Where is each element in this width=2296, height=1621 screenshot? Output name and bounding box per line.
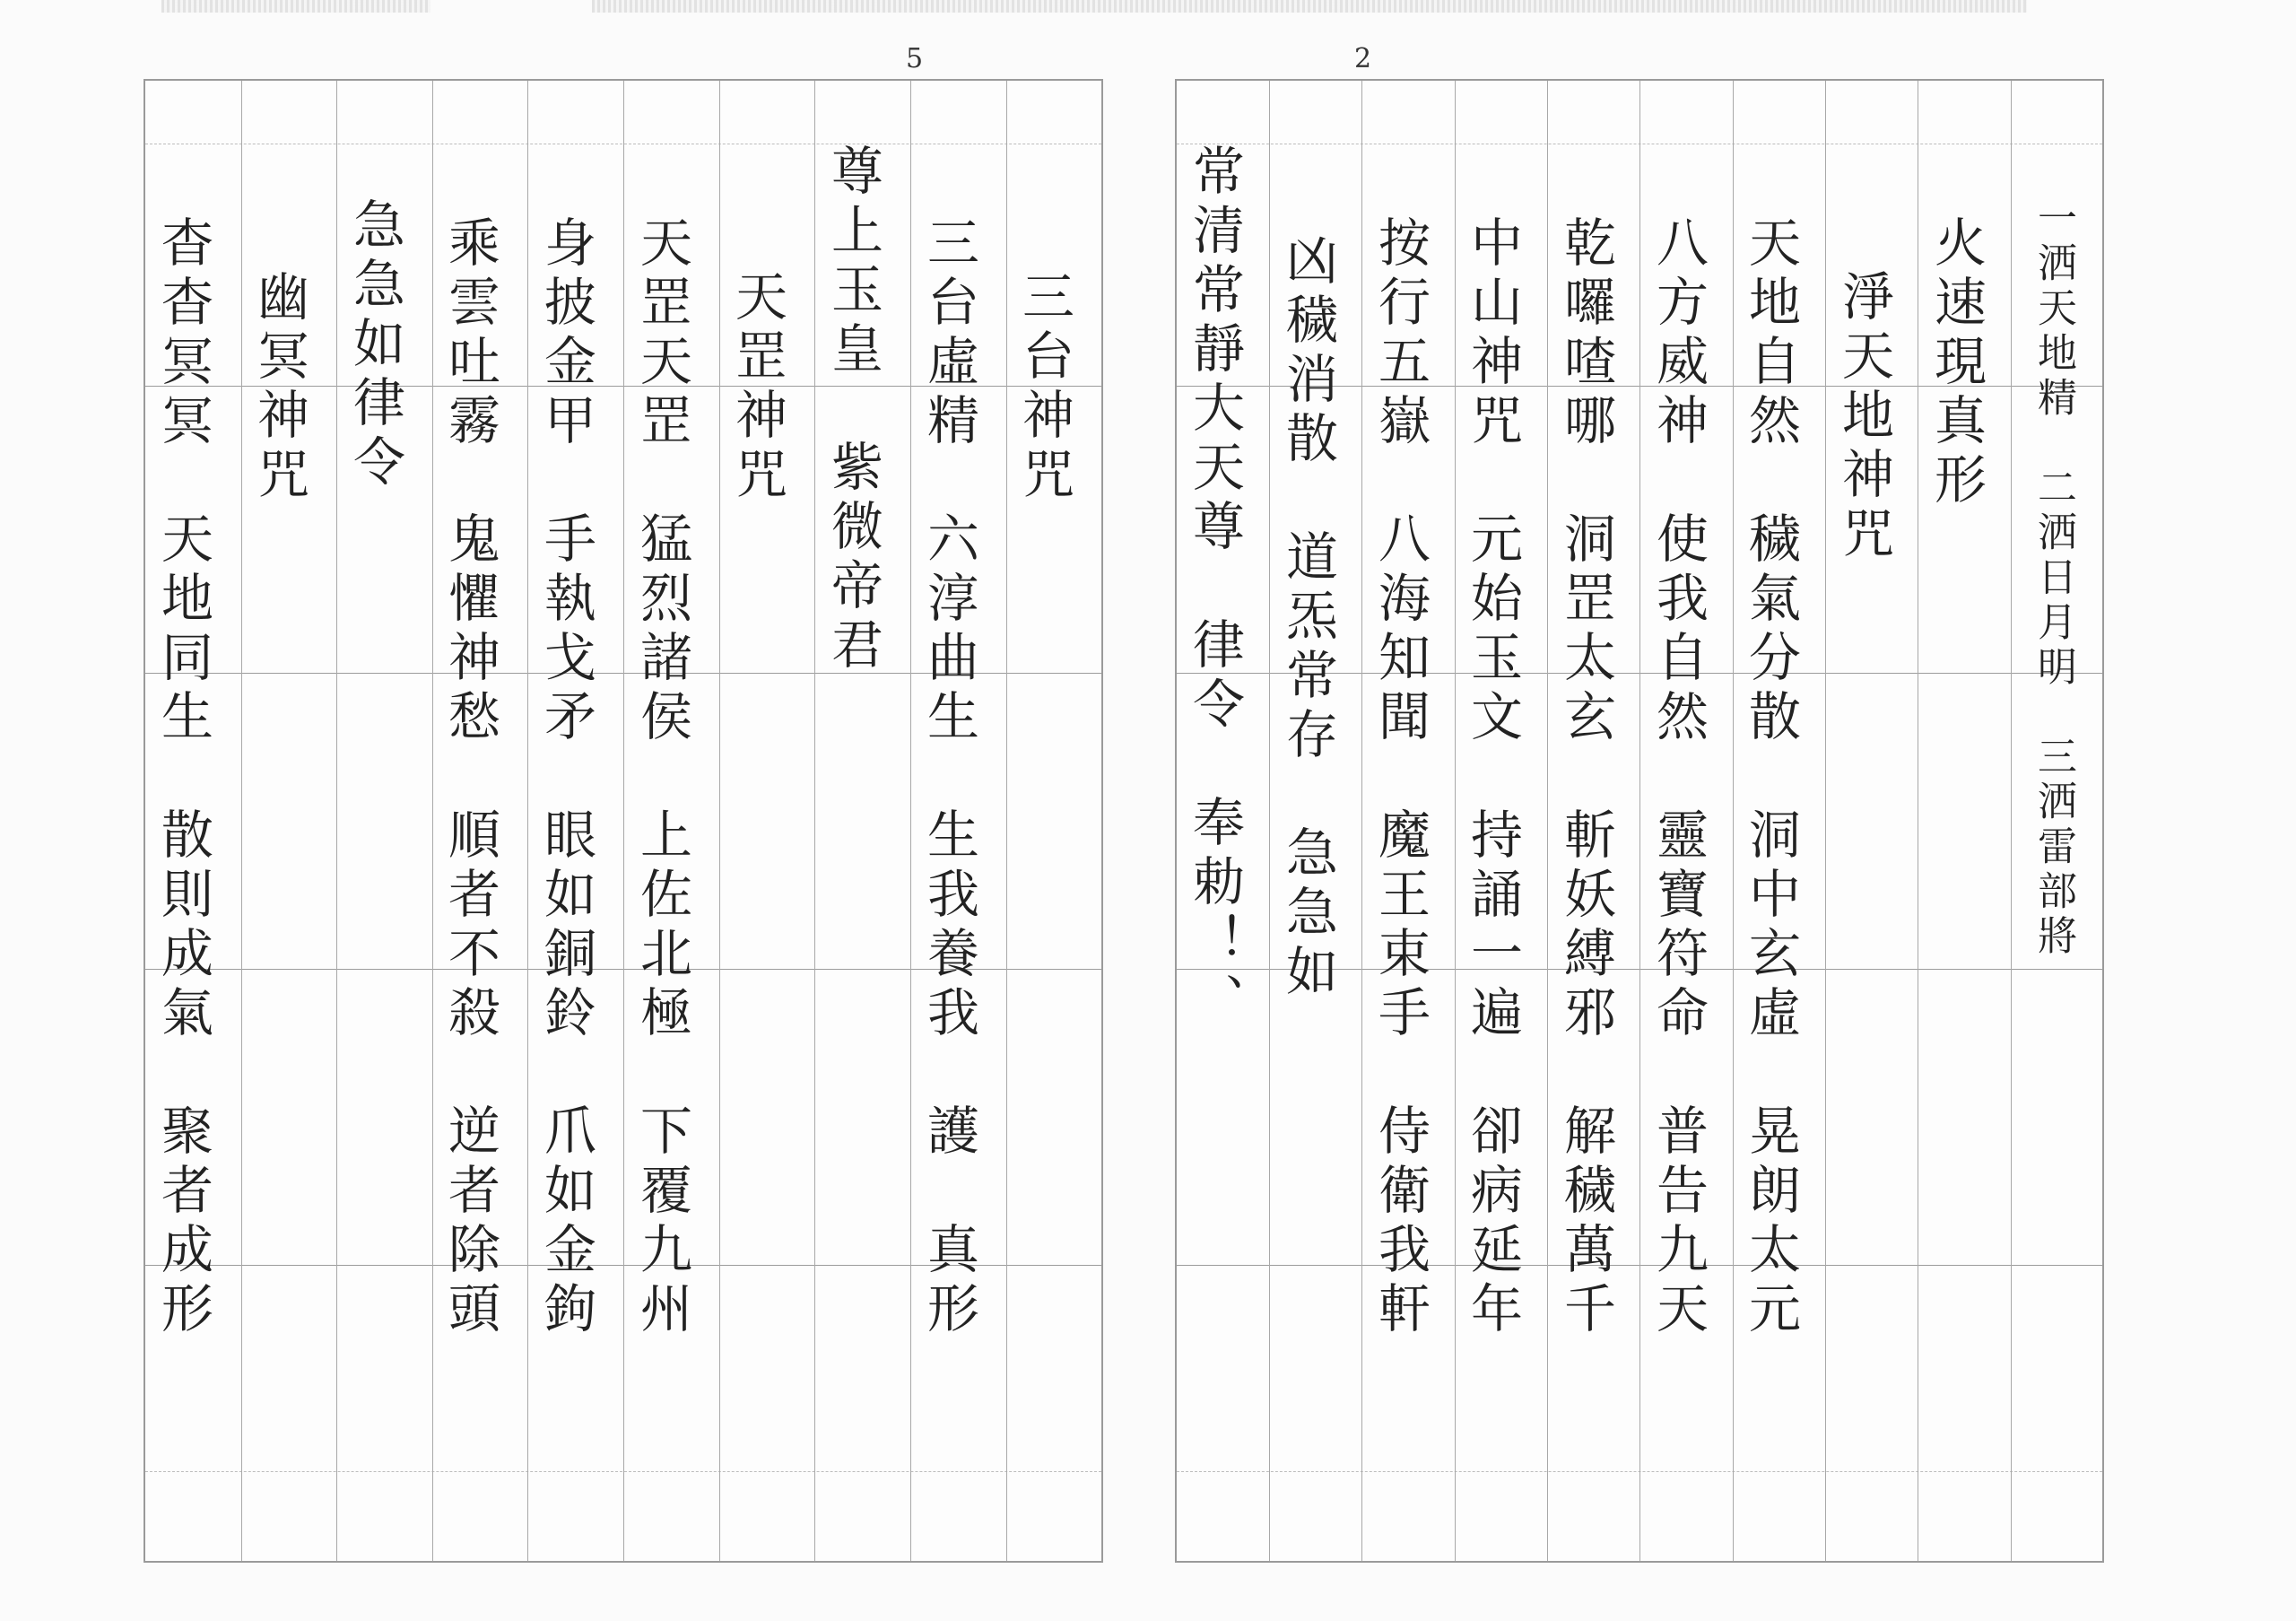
- right-col-10: 常清常靜大天尊 律令 奉勅！、: [1184, 144, 1245, 1032]
- right-col-6: 乾囉喳哪 洞罡太玄 斬妖縛邪 解穢萬千: [1555, 215, 1616, 1340]
- right-col-1: 一洒天地精 二洒日月明 三洒雷部將: [2031, 197, 2076, 960]
- right-col-7: 中山神咒 元始玉文 持誦一遍 卻病延年: [1462, 215, 1523, 1340]
- left-col-5: 天罡天罡 猛烈諸侯 上佐北極 下覆九州: [631, 215, 692, 1340]
- right-col-8: 按行五嶽 八海知聞 魔王束手 侍衛我軒: [1370, 215, 1431, 1340]
- left-col-4: 天罡神咒: [726, 269, 787, 506]
- left-page-grid: [144, 79, 1103, 1563]
- scan-edge-left: [161, 0, 430, 13]
- right-col-4: 天地自然 穢氣分散 洞中玄虛 晃朗太元: [1740, 215, 1801, 1340]
- right-col-5: 八方威神 使我自然 靈寶符命 普告九天: [1648, 215, 1709, 1340]
- right-col-9: 凶穢消散 道炁常存 急急如: [1277, 233, 1338, 1003]
- right-col-2: 火速現真形: [1926, 215, 1987, 511]
- left-page-number: 5: [906, 43, 924, 74]
- left-col-1: 三台神咒: [1013, 269, 1074, 506]
- left-col-3: 尊上玉皇 紫微帝君: [822, 144, 883, 676]
- right-page-number: 2: [1354, 43, 1372, 74]
- left-col-2: 三台虛精 六淳曲生 生我養我 護 真形: [918, 215, 979, 1340]
- scan-edge-center: [592, 0, 2027, 13]
- left-col-10: 杳杳冥冥 天地同生 散則成氣 聚者成形: [152, 215, 213, 1340]
- left-col-9: 幽冥神咒: [248, 269, 309, 506]
- left-col-8: 急急如律令: [344, 197, 405, 493]
- left-col-7: 乘雲吐霧 鬼懼神愁 順者不殺 逆者除頭: [439, 215, 500, 1340]
- right-page-grid: [1175, 79, 2104, 1563]
- left-col-6: 身披金甲 手執戈矛 眼如銅鈴 爪如金鉤: [535, 215, 596, 1340]
- right-col-3: 淨天地神咒: [1833, 269, 1894, 565]
